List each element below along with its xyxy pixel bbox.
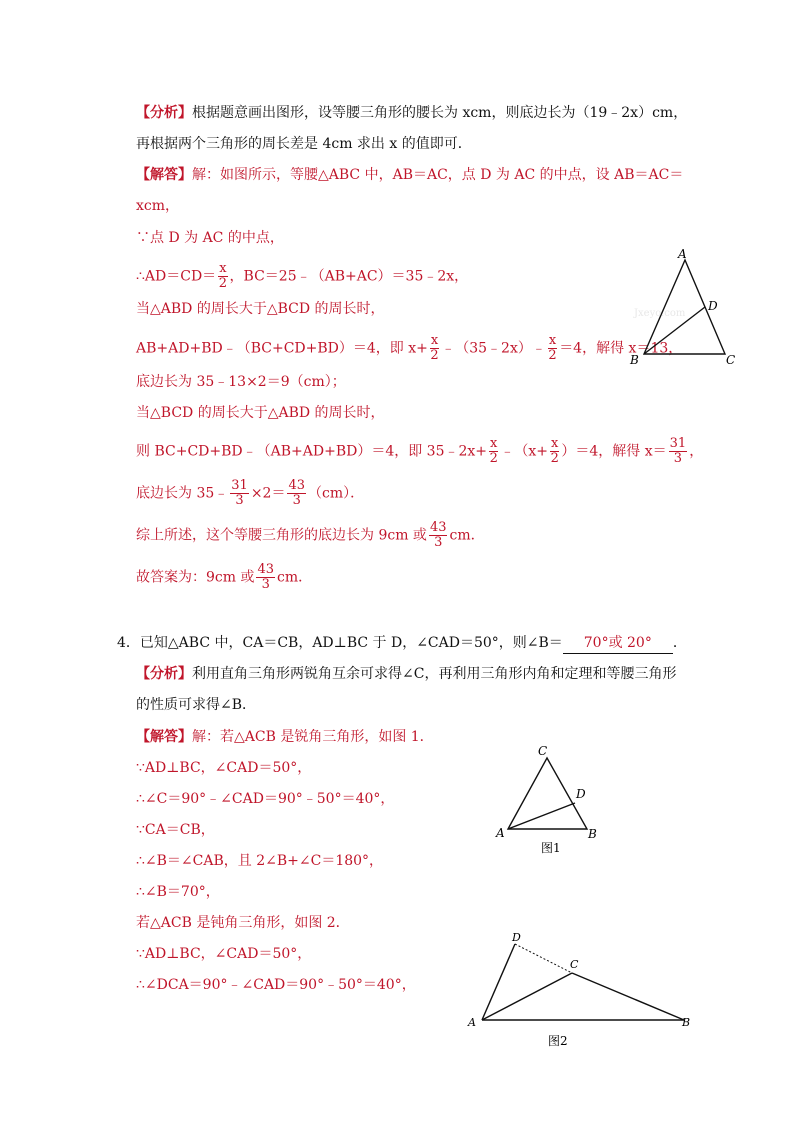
- fraction-x-over-2: $\frac{x}{2}$: [550, 436, 559, 466]
- answer-tag: 【解答】: [136, 729, 192, 745]
- label-b: B: [682, 1016, 691, 1029]
- fraction-x-over-2: $\frac{x}{2}$: [430, 333, 439, 363]
- label-b: B: [588, 827, 597, 841]
- answer-line-1: 【解答】解：如图所示，等腰△ABC 中，AB＝AC，点 D 为 AC 的中点，设 AB＝AC＝: [136, 167, 684, 183]
- watermark: Jxeyo.com: [634, 308, 686, 319]
- label-b: B: [630, 353, 639, 367]
- q4-answer-line-7: 若△ACB 是钝角三角形，如图 2．: [136, 915, 350, 931]
- label-c: C: [726, 353, 736, 367]
- fraction-x-over-2: $\frac{x}{2}$: [548, 333, 557, 363]
- q4-analysis-line-2: 的性质可求得∠B．: [136, 697, 257, 713]
- altitude-ad: [482, 944, 515, 1020]
- q4-answer-line-3: ∴∠C＝90°﹣∠CAD＝90°﹣50°＝40°，: [136, 791, 395, 807]
- fraction-43-over-3: $\frac{43}{3}$: [257, 562, 275, 592]
- figure-2-caption: 图2: [548, 1034, 568, 1048]
- analysis-tag: 【分析】: [136, 666, 192, 682]
- q4-answer-line-4: ∵CA＝CB，: [136, 822, 215, 838]
- figure-1-caption: 图1: [541, 841, 561, 855]
- answer-line-5: 当△ABD 的周长大于△BCD 的周长时，: [136, 301, 385, 317]
- question-4-stem: 4．已知△ABC 中，CA＝CB，AD⊥BC 于 D，∠CAD＝50°，则∠B＝ 70°或 20° ．: [117, 633, 687, 654]
- q4-answer-line-1: 【解答】解：若△ACB 是锐角三角形，如图 1．: [136, 729, 434, 745]
- side-ac: [482, 973, 572, 1020]
- answer-line-8: 当△BCD 的周长大于△ABD 的周长时，: [136, 405, 385, 421]
- answer-line-2: xcm，: [136, 198, 180, 214]
- label-c: C: [570, 958, 579, 971]
- triangle-figure-abc: [620, 240, 750, 370]
- analysis-line-1: 【分析】根据题意画出图形，设等腰三角形的腰长为 xcm，则底边长为（19﹣2x）cm，: [136, 105, 688, 121]
- label-d: D: [576, 787, 586, 801]
- q4-answer-line-5: ∴∠B＝∠CAB，且 2∠B+∠C＝180°，: [136, 853, 384, 869]
- label-d: D: [512, 931, 521, 944]
- label-a: A: [468, 1016, 476, 1029]
- side-cb: [572, 973, 684, 1020]
- answer-line-9: 则 BC+CD+BD﹣（AB+AD+BD）＝4，即 35﹣2x+ $\frac{x}{2}$ ﹣（x+ $\frac{x}{2}$ ）＝4，解得 x＝ $\frac{31}{3}$ ，: [136, 436, 704, 466]
- analysis-tag: 【分析】: [136, 105, 192, 121]
- answer-line-3: ∵点 D 为 AC 的中点，: [136, 230, 284, 246]
- label-d: D: [708, 299, 718, 313]
- label-a: A: [496, 826, 505, 840]
- fraction-x-over-2: $\frac{x}{2}$: [489, 436, 498, 466]
- answer-line-10: 底边长为 35﹣ $\frac{31}{3}$ ×2＝ $\frac{43}{3}$ （cm）．: [136, 478, 365, 508]
- q4-answer-line-2: ∵AD⊥BC，∠CAD＝50°，: [136, 760, 312, 776]
- label-c: C: [538, 744, 548, 758]
- altitude-ad: [508, 803, 575, 829]
- fraction-x-over-2: $\frac{x}{2}$: [218, 261, 227, 291]
- extension-cd: [515, 944, 572, 973]
- fraction-43-over-3: $\frac{43}{3}$: [429, 520, 447, 550]
- answer-line-6: AB+AD+BD﹣（BC+CD+BD）＝4，即 x+ $\frac{x}{2}$ ﹣（35﹣2x）﹣ $\frac{x}{2}$ ＝4，解得 x＝13，: [136, 333, 683, 363]
- q4-answer-line-8: ∵AD⊥BC，∠CAD＝50°，: [136, 946, 312, 962]
- q4-answer-line-6: ∴∠B＝70°，: [136, 884, 220, 900]
- answer-line-12: 故答案为：9cm 或 $\frac{43}{3}$ cm．: [136, 562, 313, 592]
- fraction-31-over-3: $\frac{31}{3}$: [231, 478, 248, 508]
- figure-2-obtuse-triangle: [460, 928, 700, 1053]
- q4-answer-line-9: ∴∠DCA＝90°﹣∠CAD＝90°﹣50°＝40°，: [136, 977, 416, 993]
- answer-line-4: ∴AD＝CD＝ $\frac{x}{2}$ ，BC＝25﹣（AB+AC）＝35﹣2x，: [136, 261, 469, 291]
- label-a: A: [678, 247, 687, 261]
- fraction-31-over-3: $\frac{31}{3}$: [669, 436, 687, 466]
- answer-line-7: 底边长为 35﹣13×2＝9（cm）；: [136, 374, 346, 390]
- answer-blank: 70°或 20°: [563, 633, 673, 654]
- q4-analysis-line-1: 【分析】利用直角三角形两锐角互余可求得∠C，再利用三角形内角和定理和等腰三角形: [136, 666, 677, 682]
- answer-line-11: 综上所述，这个等腰三角形的底边长为 9cm 或 $\frac{43}{3}$ cm．: [136, 520, 485, 550]
- analysis-line-2: 再根据两个三角形的周长差是 4cm 求出 x 的值即可．: [136, 136, 472, 152]
- figure-1-acute-triangle: [490, 740, 610, 860]
- fraction-43-over-3: $\frac{43}{3}$: [288, 478, 305, 508]
- answer-tag: 【解答】: [136, 167, 192, 183]
